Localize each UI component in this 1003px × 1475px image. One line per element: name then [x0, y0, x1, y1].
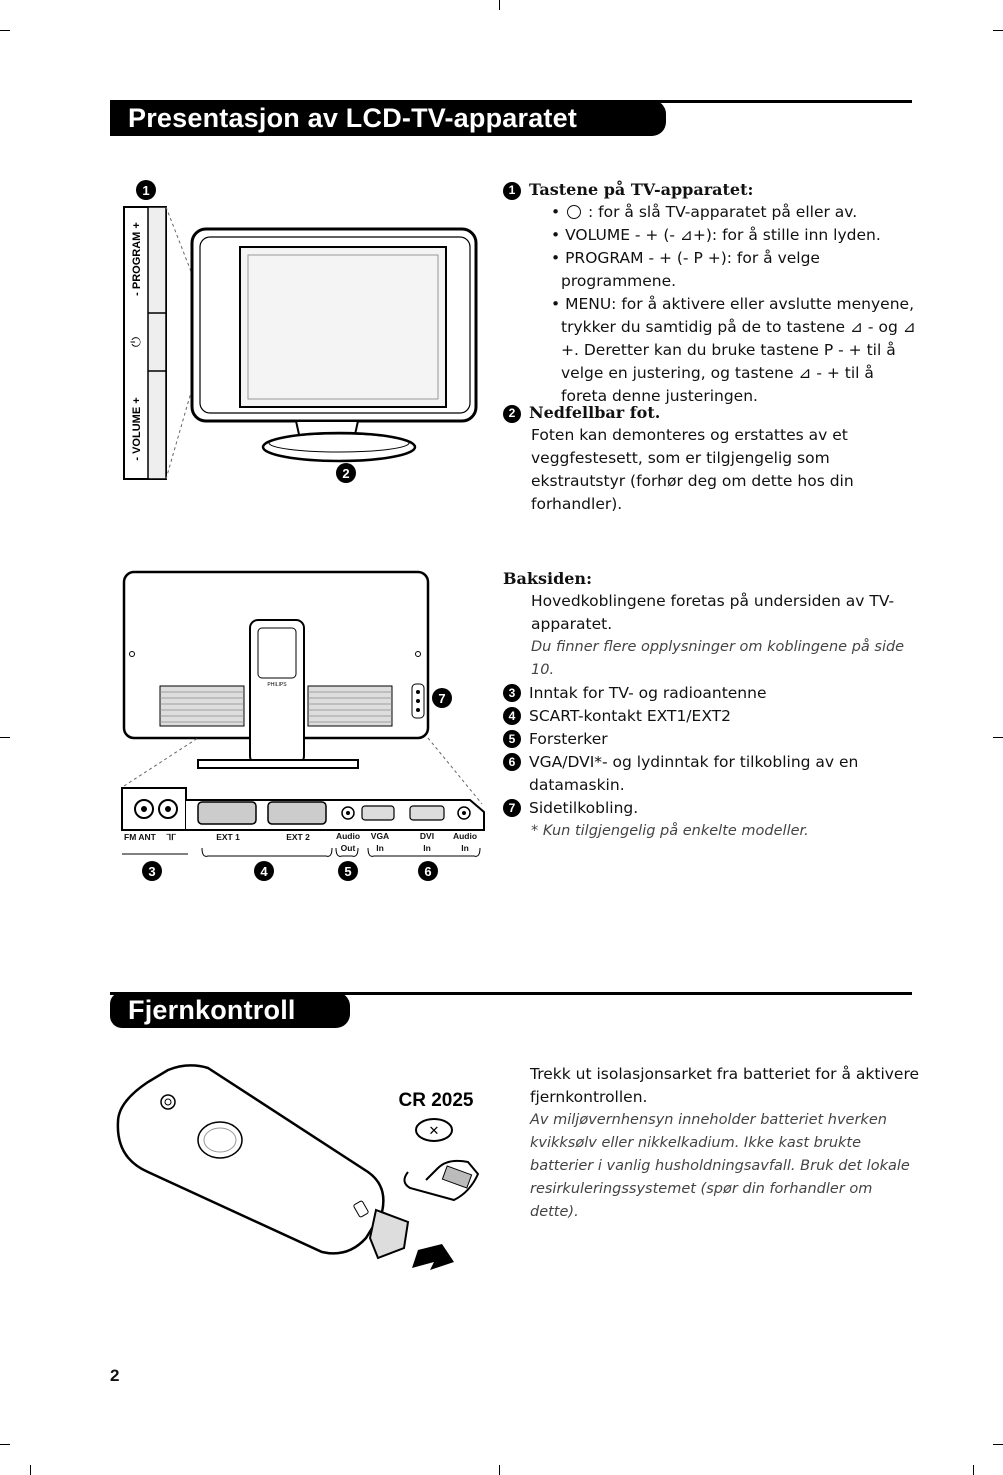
- tv-button-item: • VOLUME - + (- ⊿+): for å stille inn lyden.: [551, 226, 881, 244]
- crop-mark: [993, 737, 1003, 738]
- volume-label: - VOLUME +: [131, 397, 143, 461]
- audio-out-label-1: Audio: [335, 831, 361, 841]
- tv-buttons-block: [503, 178, 923, 408]
- tv-button-item: • MENU: for å aktivere eller avslutte menyene, trykker du samtidig på de to tastene ⊿ - og ⊿ +. Deretter kan du bruke tastene P - + til å velge en justering, og tastene ⊿ - + til å foreta denne justeringen.: [551, 295, 916, 405]
- remote-block: [530, 1063, 925, 1224]
- audio-in-label-1: Audio: [452, 831, 478, 841]
- connector-item: 7 Sidetilkobling.: [503, 797, 923, 820]
- audio-in-label-2: In: [461, 843, 469, 853]
- crop-mark: [993, 1444, 1003, 1445]
- back-note: Du finner flere opplysninger om koblingene på side 10.: [531, 639, 905, 678]
- remote-illustration: [108, 1062, 488, 1282]
- number-badge: 1: [503, 182, 521, 200]
- battery-tray: [370, 1210, 408, 1258]
- crop-mark: [499, 1465, 500, 1475]
- dvi-port: [410, 806, 444, 820]
- stand-body: Foten kan demonteres og erstattes av et veggfestesett, som er tilgjengelig som ekstrautstyr (forhør deg om dette hos din forhandler).: [531, 426, 854, 513]
- brand-label: PHILIPS: [267, 682, 287, 688]
- tv-front-illustration: [118, 175, 488, 495]
- remote-navigation-pad: [198, 1122, 242, 1158]
- vga-label-2: In: [376, 843, 384, 853]
- back-block: [503, 567, 923, 843]
- fm-ant-label: FM ANT: [124, 832, 156, 842]
- scart-ext1: [198, 802, 256, 824]
- connector-item: 6 VGA/DVI*- og lydinntak for tilkobling av en datamaskin.: [503, 751, 923, 797]
- tv-buttons-heading: Tastene på TV-apparatet:: [529, 180, 754, 199]
- crop-mark: [973, 1465, 974, 1475]
- pull-arrow-icon: [412, 1238, 454, 1270]
- tv-back-illustration: [118, 568, 490, 888]
- number-badge: 2: [503, 405, 521, 423]
- remote-body-text: Trekk ut isolasjonsarket fra batteriet for å aktivere fjernkontrollen.: [530, 1065, 920, 1106]
- scart-ext2: [268, 802, 326, 824]
- svg-text:✕: ✕: [428, 1123, 440, 1138]
- callout-2-label: 2: [342, 466, 350, 481]
- tv-back-stand-base: [198, 760, 358, 768]
- connector-item: 4 SCART-kontakt EXT1/EXT2: [503, 705, 923, 728]
- back-heading: Baksiden:: [503, 569, 592, 588]
- back-footnote: * Kun tilgjengelig på enkelte modeller.: [531, 823, 809, 839]
- callout-6-label: 6: [424, 864, 432, 879]
- power-icon: [567, 205, 581, 219]
- callout-1-label: 1: [142, 183, 150, 198]
- callout-4-label: 4: [260, 864, 268, 879]
- remote-note: Av miljøvernhensyn inneholder batteriet hverken kvikksølv eller nikkelkadium. Ikke kast brukte batterier i vanlig husholdningsavfall. Bruk det lokale resirkuleringssystemet (spør din forhandler om dette).: [530, 1112, 910, 1220]
- power-symbol: ⏻: [128, 336, 143, 348]
- stand-heading: Nedfellbar fot.: [529, 403, 661, 422]
- dvi-label-2: In: [423, 843, 431, 853]
- section-title-tv: Presentasjon av LCD-TV-apparatet: [110, 100, 666, 136]
- tv-screen: [240, 247, 446, 407]
- connector-item: 5 Forsterker: [503, 728, 923, 751]
- crop-mark: [993, 30, 1003, 31]
- audio-out-label-2: Out: [340, 843, 356, 853]
- callout-7-label: 7: [438, 691, 446, 706]
- program-label: - PROGRAM +: [131, 222, 143, 296]
- vga-port: [362, 806, 394, 820]
- vga-label-1: VGA: [370, 831, 390, 841]
- connector-item: 3 Inntak for TV- og radioantenne: [503, 682, 923, 705]
- stand-block: [503, 401, 923, 516]
- crop-mark: [30, 1465, 31, 1475]
- crop-mark: [0, 737, 10, 738]
- ext2-label: EXT 2: [286, 832, 310, 842]
- callout-5-label: 5: [344, 864, 352, 879]
- dvi-label-1: DVI: [419, 831, 435, 841]
- tv-button-item: • PROGRAM - + (- P +): for å velge programmene.: [551, 249, 820, 290]
- remote-body: [118, 1065, 384, 1253]
- callout-3-label: 3: [148, 864, 156, 879]
- crop-mark: [0, 1444, 10, 1445]
- back-body: Hovedkoblingene foretas på undersiden av TV-apparatet.: [531, 592, 895, 633]
- remote-power-button: [161, 1095, 175, 1109]
- antenna-symbol: ᒣᒥ: [166, 832, 176, 842]
- crop-mark: [0, 30, 10, 31]
- battery-label: CR 2025: [398, 1090, 474, 1111]
- crop-mark: [499, 0, 500, 10]
- page-number: 2: [110, 1366, 120, 1385]
- section-title-remote: Fjernkontroll: [110, 992, 350, 1028]
- ext1-label: EXT 1: [216, 832, 240, 842]
- tv-button-item: • : for å slå TV-apparatet på eller av.: [551, 203, 858, 221]
